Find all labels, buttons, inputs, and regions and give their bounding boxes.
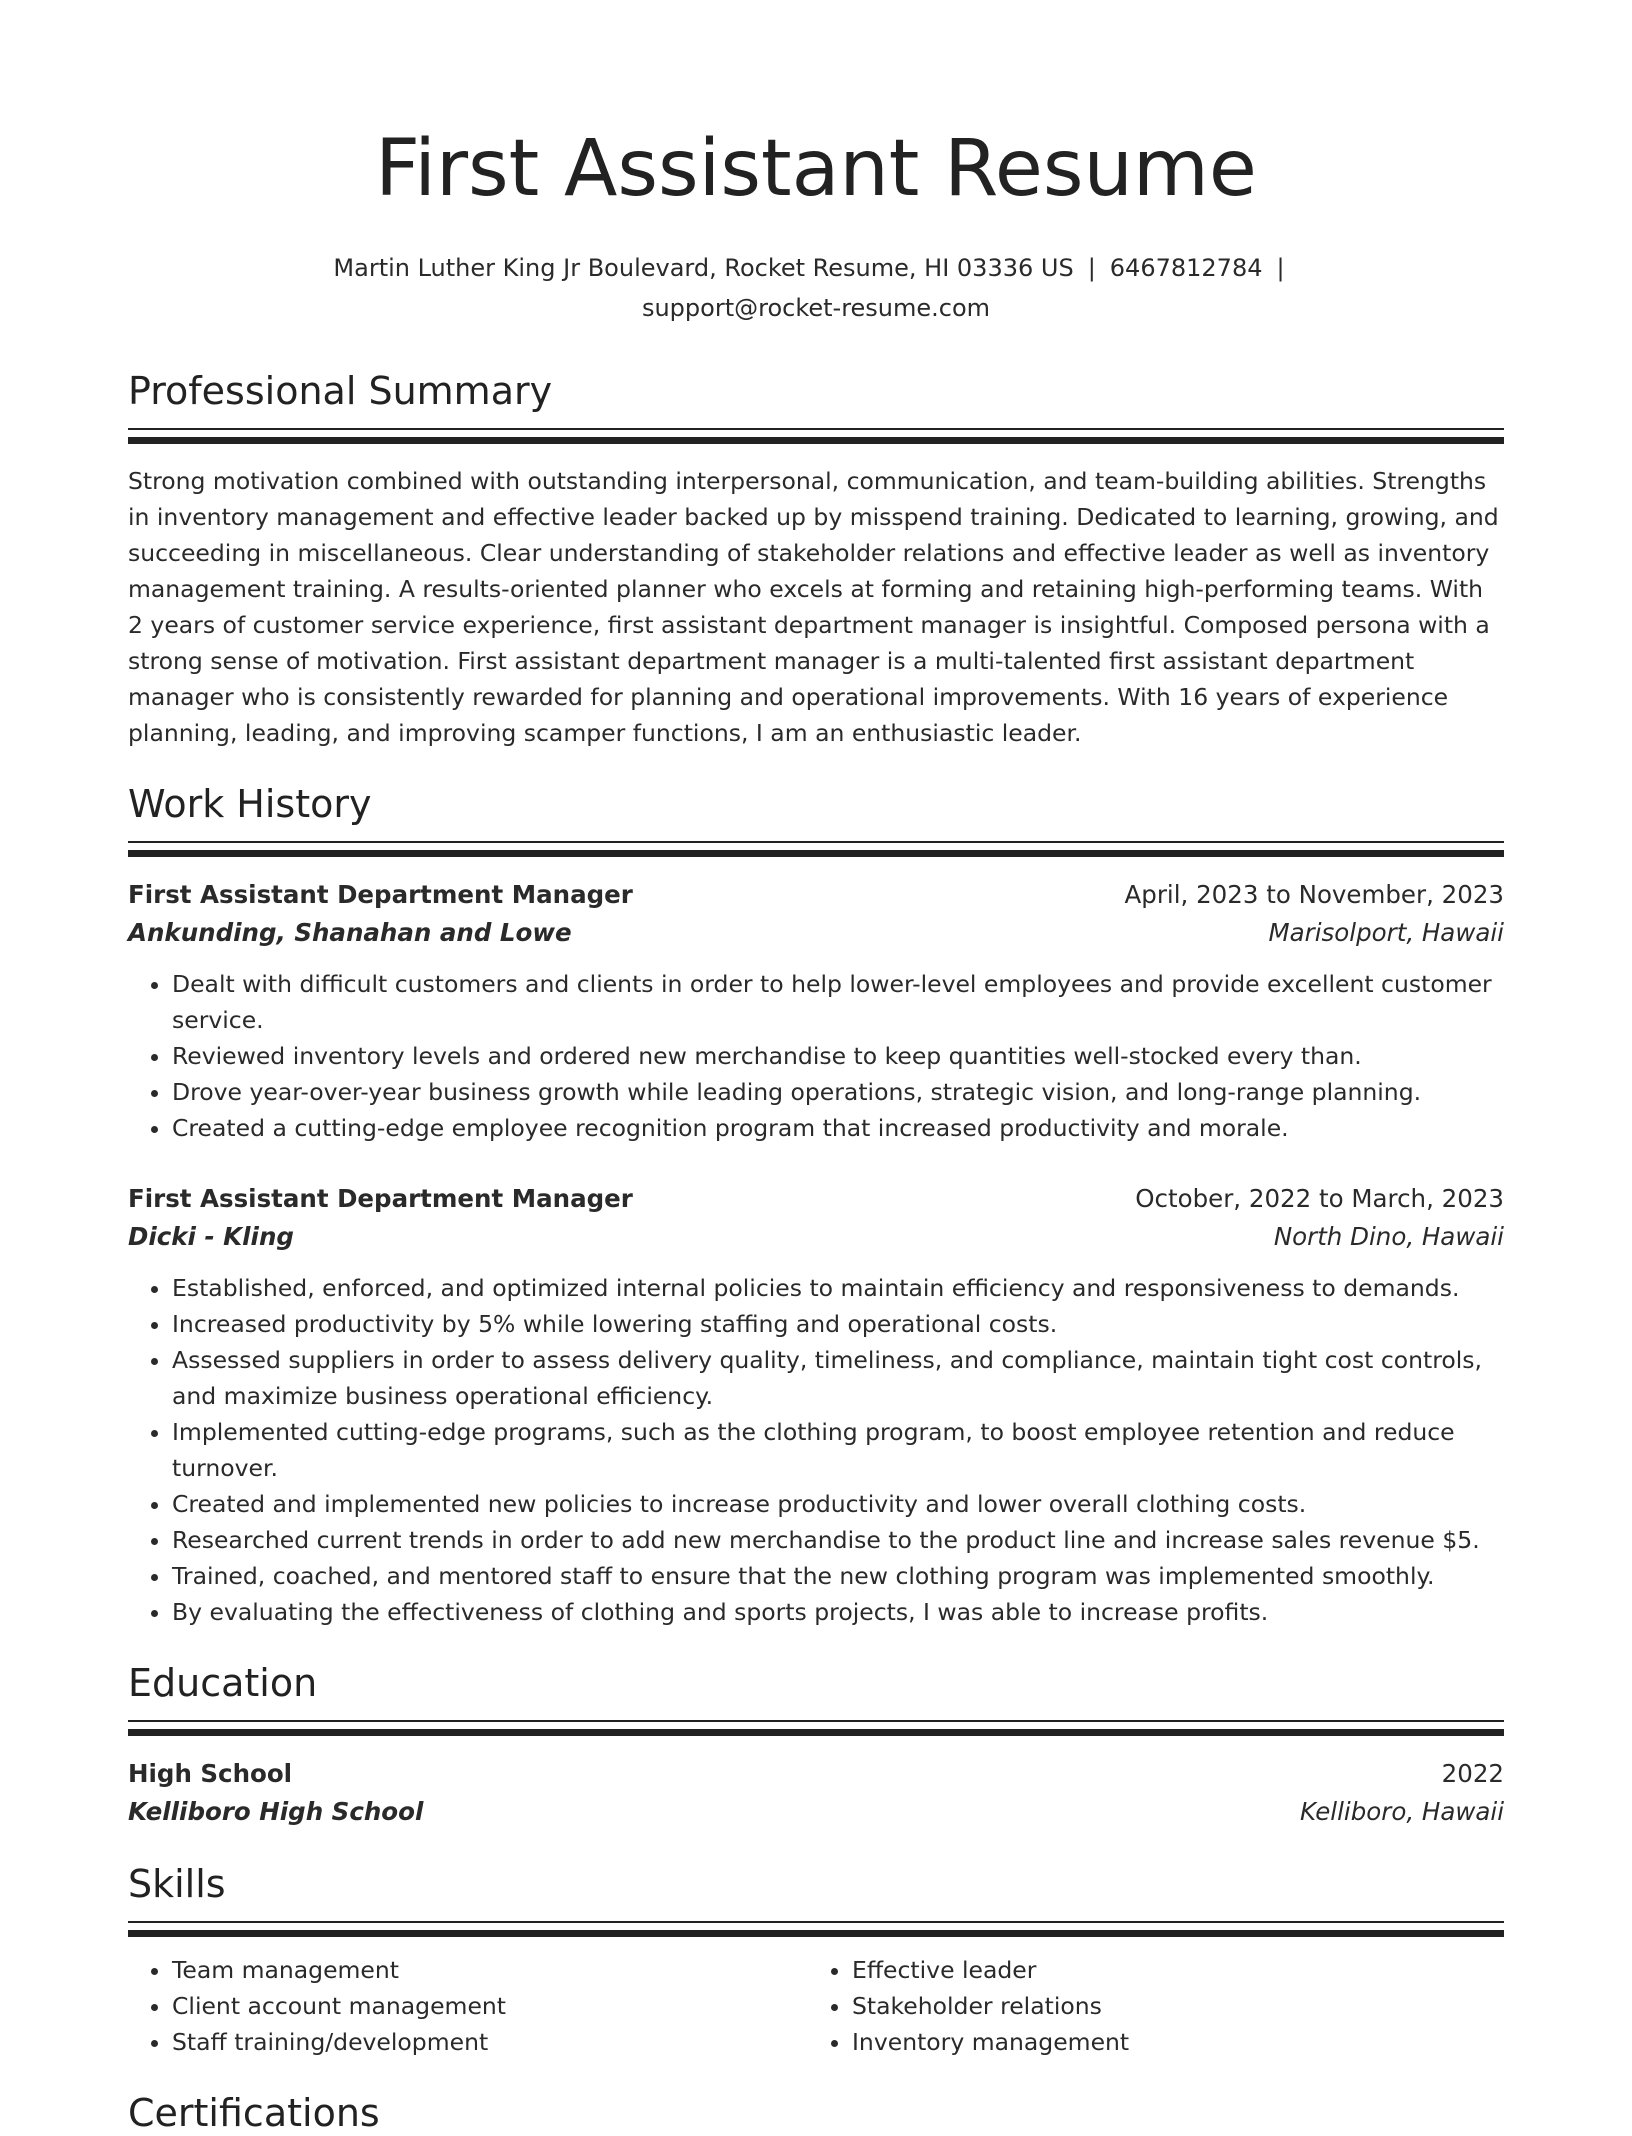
section-title-summary: Professional Summary <box>128 369 553 413</box>
contact-email: support@rocket-resume.com <box>641 294 991 322</box>
job-entry <box>128 1180 1504 1630</box>
list-item: • Trained, coached, and mentored staff to ensure that the new clothing program was implemented smoothly. <box>172 1558 1504 1594</box>
list-item: • Implemented cutting-edge programs, such as the clothing program, to boost employee retention and reduce turnover. <box>172 1414 1504 1486</box>
education-year: 2022 <box>1441 1759 1504 1788</box>
section-title-education: Education <box>128 1661 318 1705</box>
job-bullets <box>128 1270 1504 1630</box>
job-entry <box>128 876 1504 1146</box>
job-company: Ankunding, Shanahan and Lowe <box>128 918 572 947</box>
skills-list-right <box>808 1952 1488 2060</box>
list-item: • Staff training/development <box>172 2024 808 2060</box>
list-item: • By evaluating the effectiveness of clothing and sports projects, I was able to increase profits. <box>172 1594 1504 1630</box>
work-history-section <box>128 781 1504 1630</box>
section-divider <box>128 1921 1504 1938</box>
list-item: • Increased productivity by 5% while lowering staffing and operational costs. <box>172 1306 1504 1342</box>
job-position: First Assistant Department Manager <box>128 1184 633 1213</box>
job-location: North Dino, Hawaii <box>1273 1222 1504 1251</box>
education-school: Kelliboro High School <box>128 1797 424 1826</box>
skills-list-left <box>128 1952 808 2060</box>
job-position: First Assistant Department Manager <box>128 880 633 909</box>
list-item: • Created a cutting-edge employee recognition program that increased productivity and morale. <box>172 1110 1504 1146</box>
section-divider <box>128 841 1504 858</box>
list-item: • Researched current trends in order to add new merchandise to the product line and increase sales revenue $5. <box>172 1522 1504 1558</box>
contact-address: Martin Luther King Jr Boulevard, Rocket Resume, HI 03336 US <box>333 254 1074 282</box>
job-dates: April, 2023 to November, 2023 <box>1124 880 1504 909</box>
section-divider <box>128 428 1504 445</box>
list-item: • Reviewed inventory levels and ordered new merchandise to keep quantities well-stocked every than. <box>172 1038 1504 1074</box>
skills-section <box>128 1861 1504 2060</box>
resume-title: First Assistant Resume <box>375 124 1257 214</box>
education-entry <box>128 1755 1504 1831</box>
job-bullets <box>128 966 1504 1146</box>
list-item: • Created and implemented new policies to increase productivity and lower overall clothing costs. <box>172 1486 1504 1522</box>
education-section <box>128 1660 1504 1831</box>
section-title-skills: Skills <box>128 1862 226 1906</box>
contact-phone: 6467812784 <box>1109 254 1263 282</box>
job-company: Dicki - Kling <box>128 1222 294 1251</box>
list-item: • Inventory management <box>852 2024 1488 2060</box>
list-item: • Assessed suppliers in order to assess delivery quality, timeliness, and compliance, maintain tight cost controls, and maximize business operational efficiency. <box>172 1342 1504 1414</box>
list-item: • Effective leader <box>852 1952 1488 1988</box>
list-item: • Stakeholder relations <box>852 1988 1488 2024</box>
job-dates: October, 2022 to March, 2023 <box>1135 1184 1504 1213</box>
resume-page <box>128 0 1504 2136</box>
summary-text: Strong motivation combined with outstanding interpersonal, communication, and team-building abilities. Strengths in inventory management and effective leader backed up by misspend training. Dedicated to learning, growing, and succeeding in miscellaneous. Clear understanding of stakeholder relations and effective leader as well as inventory management training. A results-oriented planner who excels at forming and retaining high-performing teams. With 2 years of customer service experience, first assistant department manager is insightful. Composed persona with a strong sense of motivation. First assistant department manager is a multi-talented first assistant department manager who is consistently rewarded for planning and operational improvements. With 16 years of experience planning, leading, and improving scamper functions, I am an enthusiastic leader. <box>128 467 1499 747</box>
skills-grid <box>128 1952 1504 2060</box>
certifications-section <box>128 2090 1504 2136</box>
section-title-certifications: Certifications <box>128 2091 380 2135</box>
education-location: Kelliboro, Hawaii <box>1300 1797 1504 1826</box>
contact-separator: | <box>1087 254 1096 282</box>
contact-info <box>128 248 1504 328</box>
education-degree: High School <box>128 1759 293 1788</box>
list-item: • Team management <box>172 1952 808 1988</box>
list-item: • Drove year-over-year business growth while leading operations, strategic vision, and long-range planning. <box>172 1074 1504 1110</box>
section-title-work-history: Work History <box>128 782 372 826</box>
list-item: • Client account management <box>172 1988 808 2024</box>
summary-section <box>128 368 1504 751</box>
contact-separator: | <box>1276 254 1285 282</box>
list-item: • Established, enforced, and optimized internal policies to maintain efficiency and responsiveness to demands. <box>172 1270 1504 1306</box>
section-divider <box>128 1720 1504 1737</box>
job-location: Marisolport, Hawaii <box>1268 918 1504 947</box>
list-item: • Dealt with difficult customers and clients in order to help lower-level employees and provide excellent customer service. <box>172 966 1504 1038</box>
